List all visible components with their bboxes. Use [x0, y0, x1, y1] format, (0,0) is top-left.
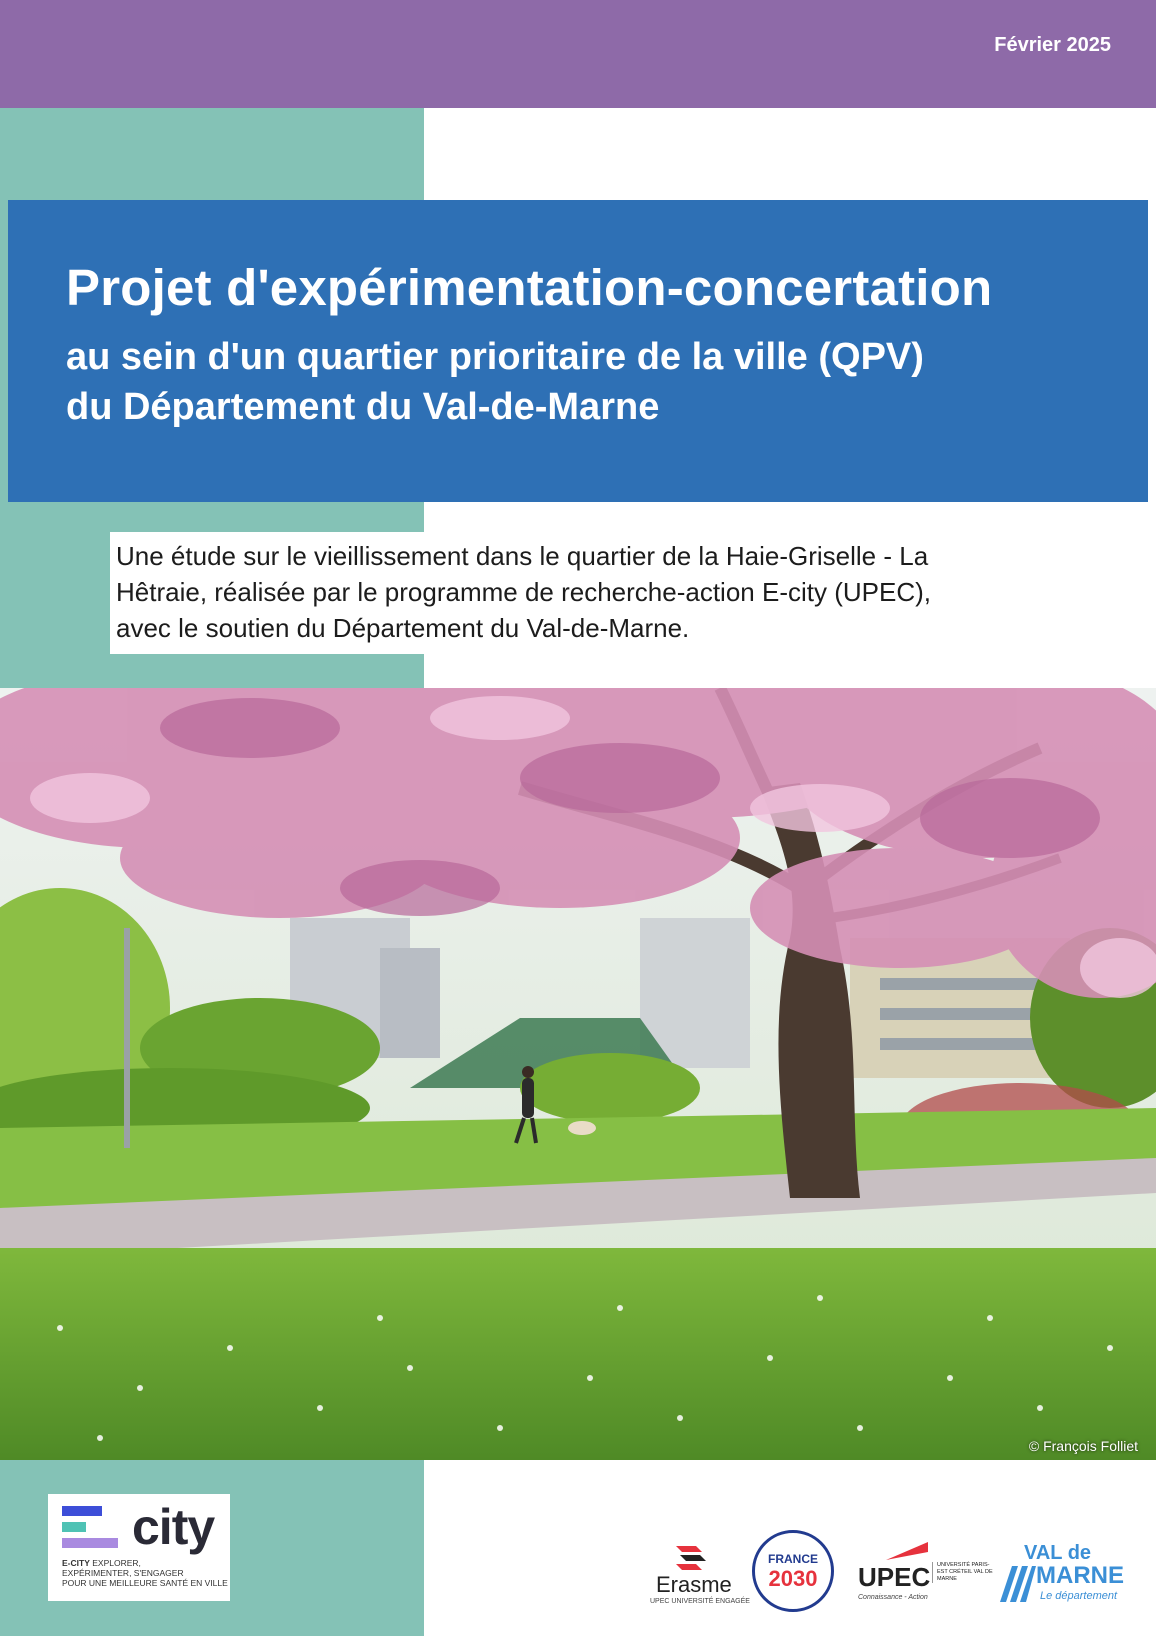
- erasme-logo: [648, 1546, 750, 1606]
- park-scene-image: [0, 688, 1156, 1460]
- erasme-sub: UPEC UNIVERSITÉ ENGAGÉE: [650, 1598, 750, 1605]
- title-block: [8, 200, 1148, 502]
- upec-logo: [858, 1542, 993, 1612]
- france-2030-logo: [752, 1530, 834, 1612]
- document-title: Projet d'expérimentation-concertation: [66, 259, 993, 316]
- val-de-marne-line-1: VAL de: [1024, 1542, 1092, 1564]
- erasme-flag-icon: [676, 1546, 706, 1570]
- val-de-marne-mark-icon: [1000, 1566, 1036, 1602]
- upec-name: UPEC: [858, 1562, 931, 1592]
- upec-side-text: UNIVERSITÉ PARIS-EST CRÉTEIL VAL DE MARNE: [932, 1562, 993, 1583]
- publication-date: Février 2025: [994, 34, 1111, 56]
- ecity-tagline-bold: E-CITY: [62, 1558, 90, 1568]
- photo-credit: © François Folliet: [1028, 1438, 1138, 1454]
- ecity-tagline-line-2: EXPÉRIMENTER, S'ENGAGER: [62, 1568, 184, 1578]
- subtitle-line-1: Une étude sur le vieillissement dans le quartier de la Haie-Griselle - La: [116, 541, 929, 571]
- ecity-wordmark: city: [132, 1499, 215, 1555]
- document-title-line-3: du Département du Val-de-Marne: [66, 386, 660, 428]
- upec-sub: Connaissance - Action: [858, 1594, 928, 1601]
- upec-red-mark-icon: [886, 1542, 928, 1560]
- ecity-tagline: [62, 1558, 230, 1588]
- france-2030-bottom: 2030: [768, 1566, 818, 1591]
- header-band: [0, 0, 1156, 108]
- val-de-marne-line-2: MARNE: [1036, 1562, 1124, 1589]
- ecity-tagline-line-3: POUR UNE MEILLEURE SANTÉ EN VILLE: [62, 1578, 228, 1588]
- val-de-marne-line-3: Le département: [1040, 1590, 1118, 1602]
- subtitle-line-3: avec le soutien du Département du Val-de-Marne.: [116, 613, 690, 643]
- erasme-name: Erasme: [656, 1572, 732, 1597]
- france-2030-top: FRANCE: [768, 1552, 818, 1566]
- cover-photo: [0, 688, 1156, 1460]
- document-title-line-2: au sein d'un quartier prioritaire de la ville (QPV): [66, 336, 924, 378]
- subtitle-line-2: Hêtraie, réalisée par le programme de recherche-action E-city (UPEC),: [116, 577, 931, 607]
- ecity-tagline-line-1: EXPLORER,: [89, 1558, 141, 1568]
- partner-logos: [640, 1526, 1140, 1616]
- ecity-e-icon: [62, 1500, 126, 1554]
- ecity-logo: [48, 1494, 230, 1601]
- subtitle-block: [110, 532, 1060, 654]
- val-de-marne-logo: [1000, 1542, 1130, 1612]
